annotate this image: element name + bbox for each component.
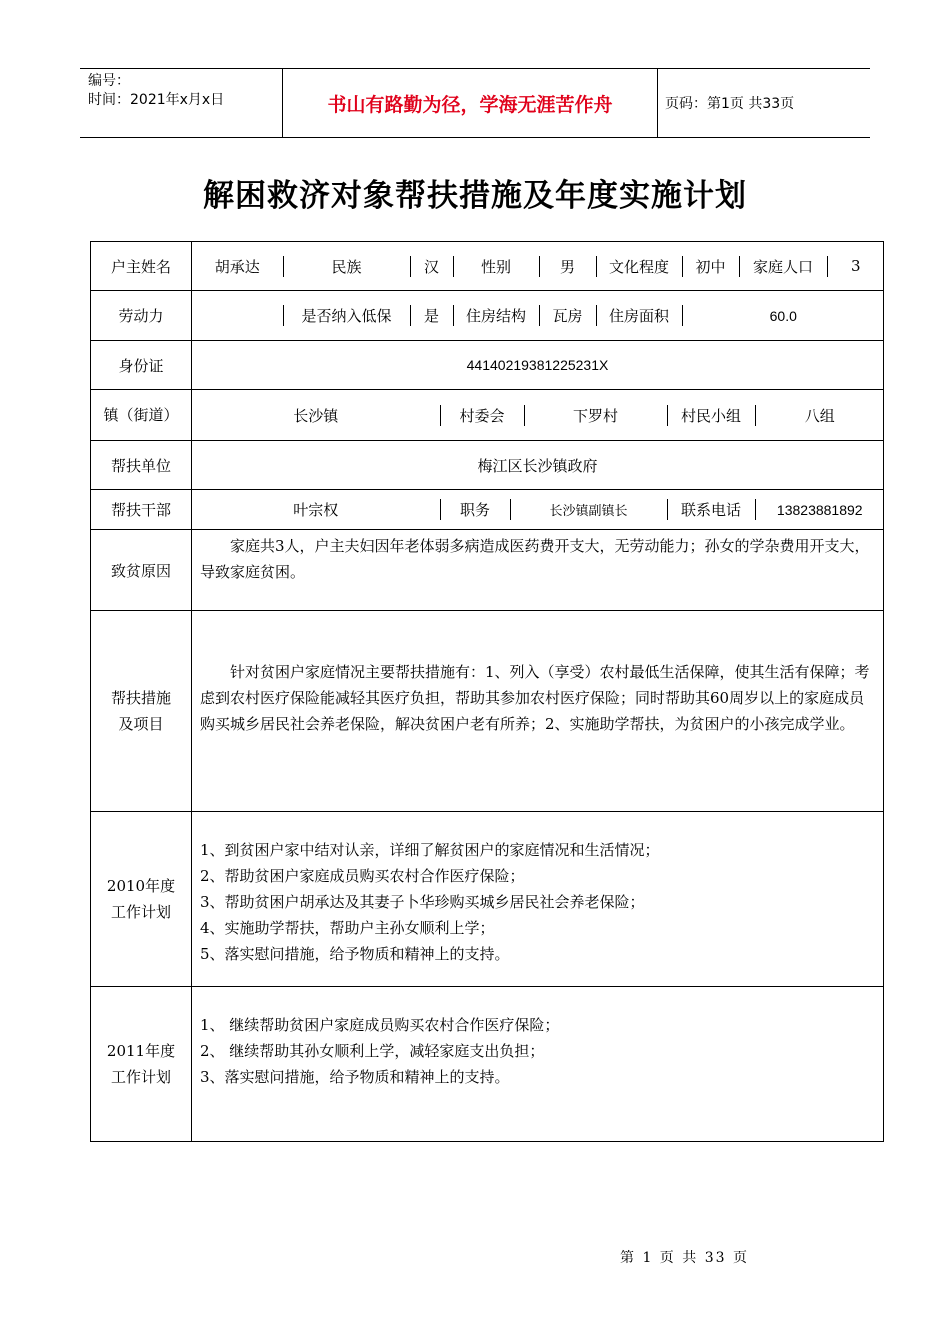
name-label: 户主姓名 (91, 242, 192, 291)
id-label: 身份证 (91, 341, 192, 390)
labor-value (192, 305, 283, 326)
page-info: 页码：第1页 共33页 (665, 96, 795, 112)
list-item: 5、落实慰问措施，给予物质和精神上的支持。 (200, 945, 510, 963)
number-label: 编号： (88, 73, 130, 89)
list-item: 1、 继续帮助贫困户家庭成员购买农村合作医疗保险； (200, 1016, 560, 1034)
list-item: 2、帮助贫困户家庭成员购买农村合作医疗保险； (200, 867, 525, 885)
dibao-value: 是 (410, 305, 453, 326)
town-value: 长沙镇 (192, 405, 440, 426)
page-footer (620, 1247, 749, 1267)
housing-label: 住房结构 (453, 305, 539, 326)
education-value: 初中 (682, 256, 739, 277)
measures-text: 针对贫困户家庭情况主要帮扶措施有：1、列入（享受）农村最低生活保障，使其生活有保障；考虑到农村医疗保险能减轻其医疗负担，帮助其参加农村医疗保险；同时帮助其60周岁以上的家庭成员购买城乡居民社会养老保险，解决贫困户老有所养；2、实施助学帮扶，为贫困户的小孩完成学业。 (192, 611, 884, 812)
measures-label-line2: 及项目 (118, 715, 164, 733)
village-committee-label: 村委会 (440, 405, 524, 426)
unit-value: 梅江区长沙镇政府 (192, 441, 884, 490)
group-label: 村民小组 (667, 405, 755, 426)
measures-label-line1: 帮扶措施 (110, 689, 171, 707)
cadre-label: 帮扶干部 (91, 490, 192, 530)
position-label: 职务 (440, 499, 510, 520)
page-title: 解困救济对象帮扶措施及年度实施计划 (203, 178, 747, 214)
cadre-value: 叶宗权 (192, 499, 440, 520)
householder-name: 胡承达 (192, 256, 283, 277)
dibao-label: 是否纳入低保 (283, 305, 410, 326)
list-item: 4、实施助学帮扶，帮助户主孙女顺利上学； (200, 919, 495, 937)
ethnicity-value: 汉 (410, 256, 453, 277)
motto: 书山有路勤为径，学海无涯苦作舟 (282, 69, 658, 137)
plan2010-label-line1: 2010年度 (106, 877, 176, 895)
phone-value: 13823881892 (755, 499, 884, 520)
cause-label: 致贫原因 (91, 530, 192, 611)
gender-label: 性别 (453, 256, 539, 277)
id-number: 44140219381225231X (192, 341, 884, 390)
page-header (80, 68, 870, 138)
plan2011-list (192, 987, 884, 1142)
plan2011-label-line1: 2011年度 (106, 1042, 176, 1060)
unit-label: 帮扶单位 (91, 441, 192, 490)
assistance-form (90, 241, 884, 1142)
education-label: 文化程度 (596, 256, 682, 277)
list-item: 3、帮助贫困户胡承达及其妻子卜华珍购买城乡居民社会养老保险； (200, 893, 645, 911)
plan2010-list (192, 812, 884, 987)
measures-label (91, 611, 192, 812)
ethnicity-label: 民族 (283, 256, 410, 277)
labor-label: 劳动力 (91, 291, 192, 341)
cause-text: 家庭共3人，户主夫妇因年老体弱多病造成医药费开支大，无劳动能力；孙女的学杂费用开支大，导致家庭贫困。 (192, 530, 884, 611)
footer-text: 第 1 页 共 33 页 (620, 1250, 749, 1266)
gender-value: 男 (539, 256, 596, 277)
plan2010-label-line2: 工作计划 (110, 903, 171, 921)
plan2011-label (91, 987, 192, 1142)
plan2010-label (91, 812, 192, 987)
area-label: 住房面积 (596, 305, 682, 326)
date-label: 时间：2021年x月x日 (88, 92, 225, 108)
phone-label: 联系电话 (667, 499, 755, 520)
area-value: 60.0 (682, 305, 884, 326)
list-item: 1、到贫困户家中结对认亲，详细了解贫困户的家庭情况和生活情况； (200, 841, 660, 859)
town-label: 镇（街道） (91, 390, 192, 441)
list-item: 3、落实慰问措施，给予物质和精神上的支持。 (200, 1068, 510, 1086)
group-value: 八组 (755, 405, 884, 426)
position-value: 长沙镇副镇长 (510, 499, 667, 520)
village-value: 下罗村 (524, 405, 667, 426)
housing-value: 瓦房 (539, 305, 596, 326)
header-meta (88, 72, 278, 110)
family-size-label: 家庭人口 (739, 256, 827, 277)
plan2011-label-line2: 工作计划 (110, 1068, 171, 1086)
family-size-value: 3 (827, 256, 884, 277)
list-item: 2、 继续帮助其孙女顺利上学，减轻家庭支出负担； (200, 1042, 545, 1060)
